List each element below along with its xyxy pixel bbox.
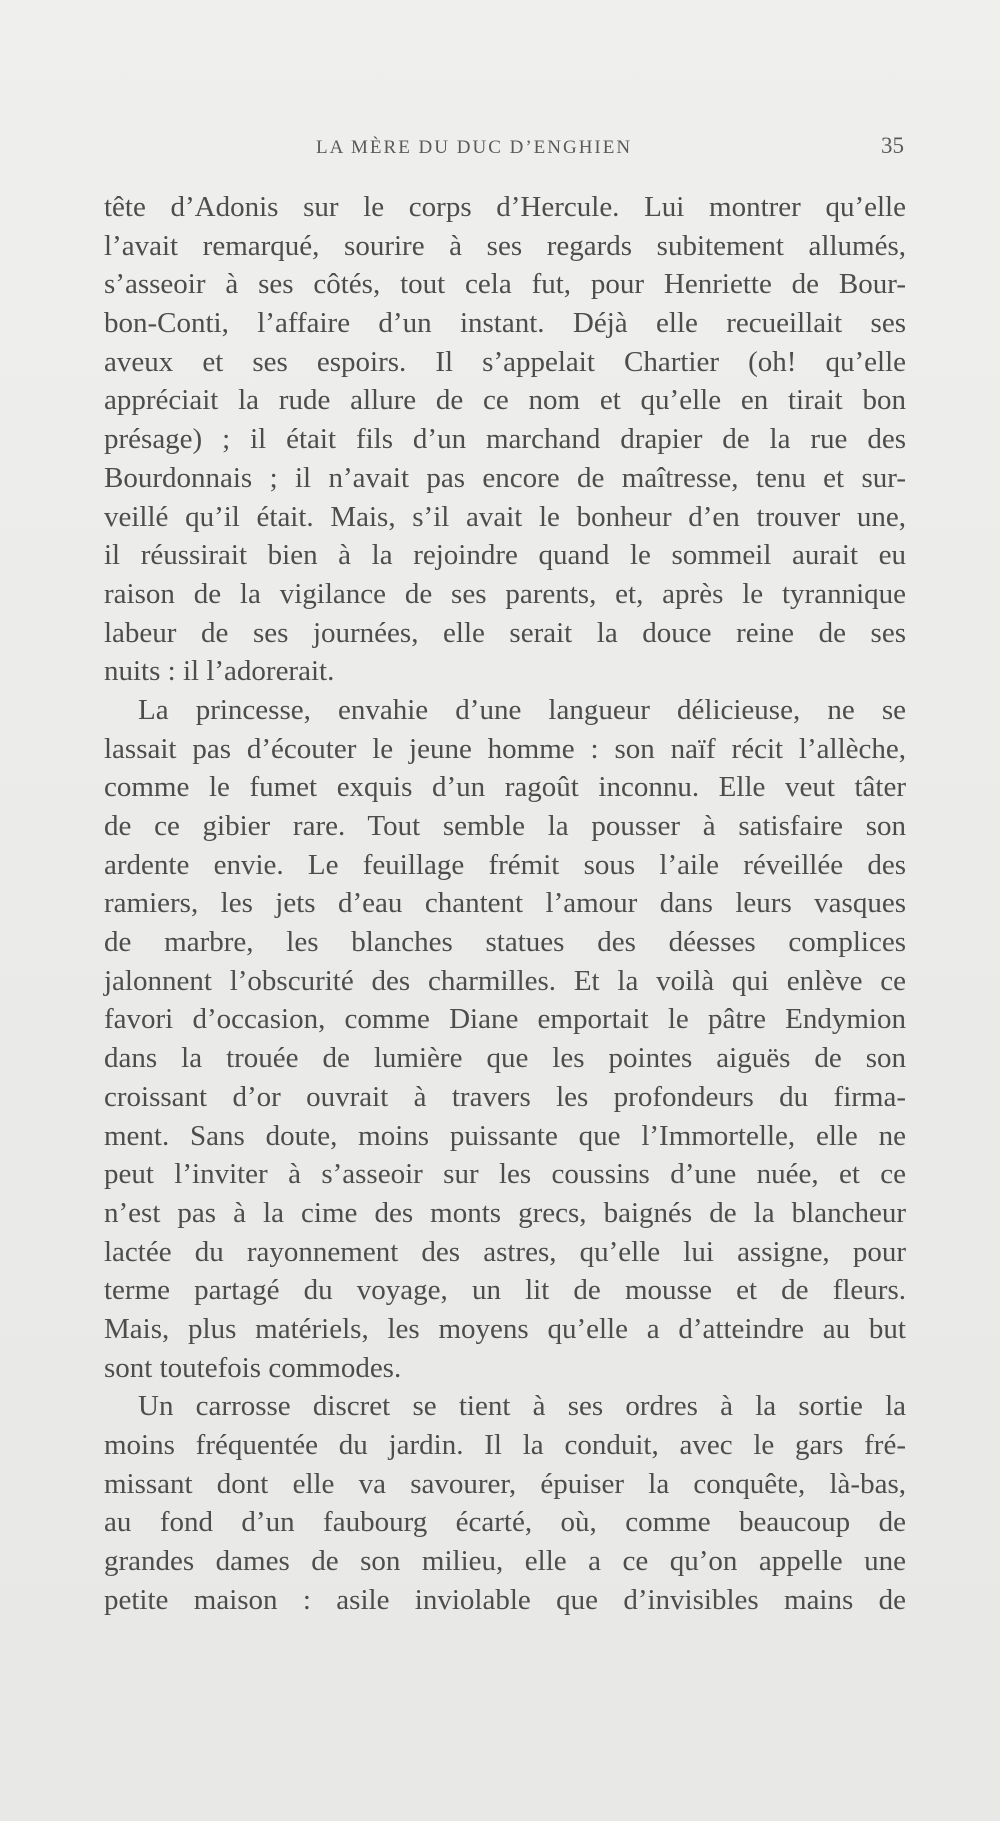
text-line: appréciait la rude allure de ce nom et qu’elle en tirait bon	[104, 384, 906, 417]
text-line: jalonnent l’obscurité des charmilles. Et la voilà qui enlève ce	[104, 964, 906, 997]
text-line: s’asseoir à ses côtés, tout cela fut, pour Henriette de Bour-	[104, 268, 906, 301]
body-text	[104, 188, 906, 1619]
running-title: LA MÈRE DU DUC D’ENGHIEN	[316, 137, 633, 158]
text-line: favori d’occasion, comme Diane emportait le pâtre Endymion	[104, 1003, 906, 1036]
text-line: terme partagé du voyage, un lit de mousse et de fleurs.	[104, 1274, 906, 1307]
text-line: croissant d’or ouvrait à travers les profondeurs du firma-	[104, 1080, 906, 1113]
paragraph-end-line: sont toutefois commodes.	[104, 1351, 402, 1384]
text-line: Bourdonnais ; il n’avait pas encore de maîtresse, tenu et sur-	[104, 461, 906, 494]
text-line: lactée du rayonnement des astres, qu’elle lui assigne, pour	[104, 1235, 906, 1268]
text-line: grandes dames de son milieu, elle a ce qu’on appelle une	[104, 1545, 906, 1578]
text-line: moins fréquentée du jardin. Il la conduit, avec le gars fré-	[104, 1429, 906, 1461]
text-line: ardente envie. Le feuillage frémit sous l’aile réveillée des	[104, 848, 906, 881]
text-line: missant dont elle va savourer, épuiser la conquête, là-bas,	[104, 1467, 906, 1500]
text-line: de ce gibier rare. Tout semble la pousser à satisfaire son	[104, 810, 906, 842]
paragraph-start-line: Un carrosse discret se tient à ses ordres à la sortie la	[138, 1390, 906, 1423]
text-line: comme le fumet exquis d’un ragoût inconnu. Elle veut tâter	[104, 771, 906, 804]
text-line: petite maison : asile inviolable que d’invisibles mains de	[104, 1583, 906, 1616]
text-line: au fond d’un faubourg écarté, où, comme beaucoup de	[104, 1506, 906, 1539]
text-line: labeur de ses journées, elle serait la douce reine de ses	[104, 616, 906, 649]
text-line: Mais, plus matériels, les moyens qu’elle a d’atteindre au but	[104, 1312, 906, 1345]
text-line: présage) ; il était fils d’un marchand drapier de la rue des	[104, 423, 906, 456]
paragraph-end-line: nuits : il l’adorerait.	[104, 655, 335, 688]
text-line: n’est pas à la cime des monts grecs, baignés de la blancheur	[104, 1196, 906, 1229]
text-line: ment. Sans doute, moins puissante que l’Immortelle, elle ne	[104, 1119, 906, 1152]
text-line: ramiers, les jets d’eau chantent l’amour dans leurs vasques	[104, 887, 906, 920]
text-line: veillé qu’il était. Mais, s’il avait le bonheur d’en trouver une,	[104, 500, 906, 533]
text-line: raison de la vigilance de ses parents, et, après le tyrannique	[104, 577, 906, 610]
page-number: 35	[881, 133, 904, 158]
text-line: bon-Conti, l’affaire d’un instant. Déjà elle recueillait ses	[104, 307, 906, 340]
text-line: dans la trouée de lumière que les pointes aiguës de son	[104, 1042, 906, 1075]
text-line: il réussirait bien à la rejoindre quand le sommeil aurait eu	[104, 539, 906, 572]
text-line: l’avait remarqué, sourire à ses regards subitement allumés,	[104, 229, 906, 262]
running-head	[104, 133, 904, 167]
text-line: de marbre, les blanches statues des déesses complices	[104, 926, 906, 959]
text-line: aveux et ses espoirs. Il s’appelait Chartier (oh! qu’elle	[104, 345, 906, 378]
text-line: tête d’Adonis sur le corps d’Hercule. Lui montrer qu’elle	[104, 191, 906, 223]
text-line: lassait pas d’écouter le jeune homme : son naïf récit l’allèche,	[104, 732, 906, 765]
text-line: peut l’inviter à s’asseoir sur les coussins d’une nuée, et ce	[104, 1158, 906, 1191]
paragraph-start-line: La princesse, envahie d’une langueur délicieuse, ne se	[138, 693, 906, 726]
